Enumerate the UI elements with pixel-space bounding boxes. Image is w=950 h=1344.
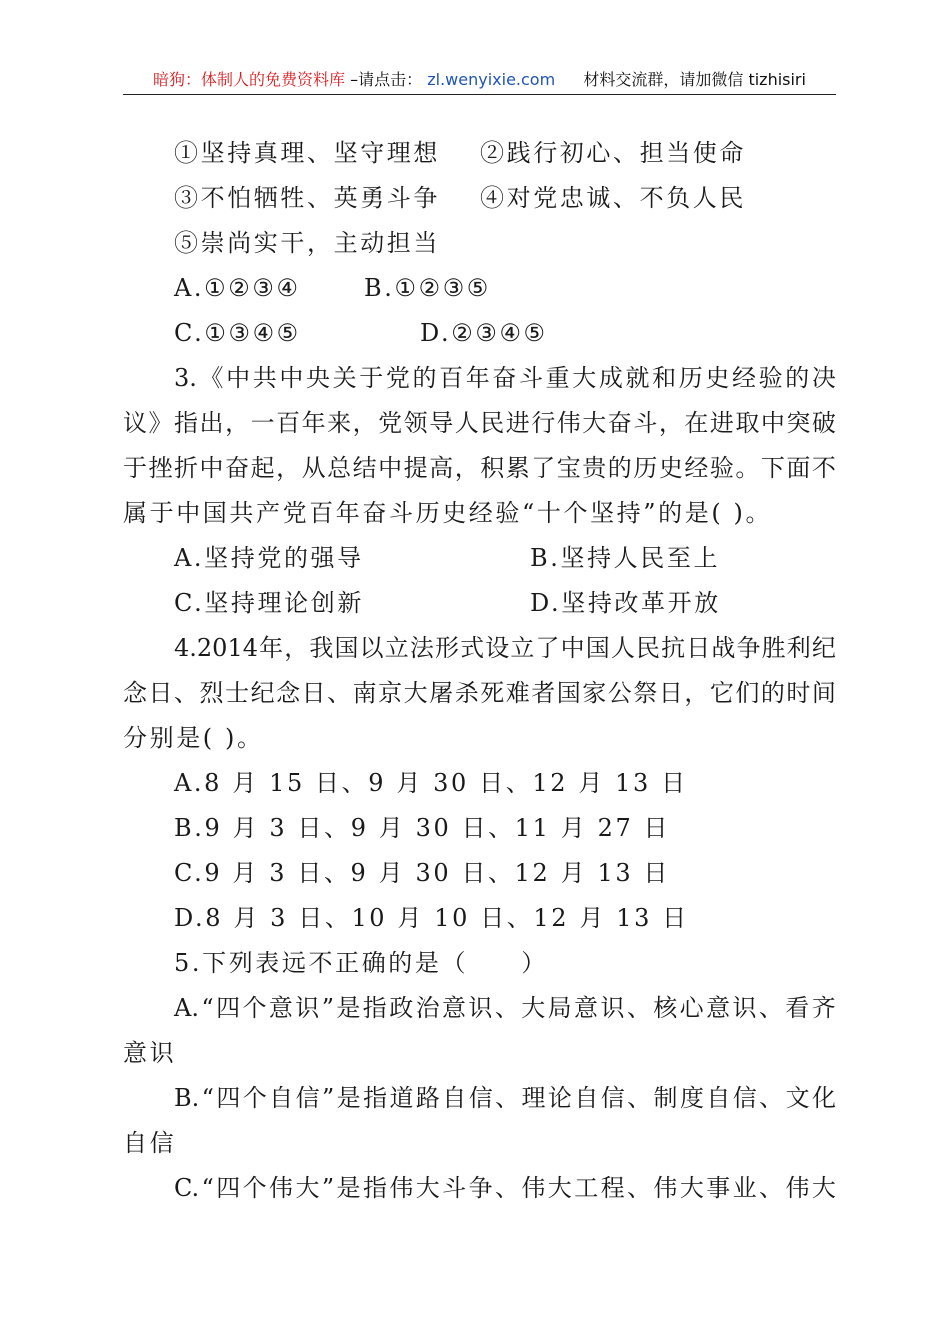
q3-stem-line-3: 于 挫 折 中 奋 起 ， 从 总 结 中 提 高 ， 积 累 了 宝 贵 的 历 史 经 验 。 下 面 不 [123, 454, 836, 482]
q5-choice-c-line-1: C. “ 四 个 伟 大 ” 是 指 伟 大 斗 争 、 伟 大 工 程 、 伟 大 事 业 、 伟 大 [174, 1174, 836, 1202]
header-url-link[interactable]: zl.wenyixie.com [427, 70, 556, 89]
header-click-prompt: –请点击： [350, 70, 423, 89]
q4-choice-a: A.8 月 15 日、9 月 30 日、12 月 13 日 [174, 769, 688, 797]
q4-stem-line-1: 4.2014 年 ， 我 国 以 立 法 形 式 设 立 了 中 国 人 民 抗 日 战 争 胜 利 纪 [174, 634, 836, 662]
q2-option-2: ②践行初心、担当使命 [480, 139, 746, 167]
q2-option-3: ③不怕牺牲、英勇斗争 [174, 184, 440, 212]
q2-choice-a: A.①②③④ [174, 274, 301, 302]
q3-stem-line-1: 3. 《 中 共 中 央 关 于 党 的 百 年 奋 斗 重 大 成 就 和 历 史 经 验 的 决 [174, 364, 836, 392]
q4-stem-line-3: 分别是( )。 [123, 724, 264, 752]
q5-choice-b-line-2: 自信 [123, 1129, 177, 1157]
q3-choice-c: C.坚持理论创新 [174, 589, 364, 617]
q4-choice-b: B.9 月 3 日、9 月 30 日、11 月 27 日 [174, 814, 671, 842]
q2-option-5: ⑤崇尚实干，主动担当 [174, 229, 440, 257]
q2-choice-d: D.②③④⑤ [420, 319, 548, 347]
q5-choice-a-line-2: 意识 [123, 1039, 177, 1067]
q4-choice-c: C.9 月 3 日、9 月 30 日、12 月 13 日 [174, 859, 671, 887]
q4-choice-d: D.8 月 3 日、10 月 10 日、12 月 13 日 [174, 904, 689, 932]
q5-choice-b-line-1: B. “ 四 个 自 信 ” 是 指 道 路 自 信 、 理 论 自 信 、 制 度 自 信 、 文 化 [174, 1084, 836, 1112]
q3-stem-line-2: 议 》 指 出 ， 一 百 年 来 ， 党 领 导 人 民 进 行 伟 大 奋 斗 ， 在 进 取 中 突 破 [123, 409, 836, 437]
page-header [123, 66, 836, 95]
header-group-info: 材料交流群，请加微信 tizhisiri [583, 70, 806, 89]
q2-option-1: ①坚持真理、坚守理想 [174, 139, 440, 167]
q2-choice-c: C.①③④⑤ [174, 319, 301, 347]
q2-option-4: ④对党忠诚、不负人民 [480, 184, 746, 212]
q3-stem-line-4: 属于中国共产党百年奋斗历史经验“十个坚持”的是( )。 [123, 499, 773, 527]
header-site-name: 暗狗：体制人的免费资料库 [153, 70, 346, 89]
q4-stem-line-2: 念 日 、 烈 士 纪 念 日 、 南 京 大 屠 杀 死 难 者 国 家 公 祭 日 ， 它 们 的 时 间 [123, 679, 836, 707]
q2-choice-b: B.①②③⑤ [364, 274, 491, 302]
q3-choice-d: D.坚持改革开放 [530, 589, 721, 617]
q3-choice-a: A.坚持党的强导 [174, 544, 364, 572]
q5-choice-a-line-1: A. “ 四 个 意 识 ” 是 指 政 治 意 识 、 大 局 意 识 、 核 心 意 识 、 看 齐 [174, 994, 836, 1022]
q3-choice-b: B.坚持人民至上 [530, 544, 721, 572]
q5-stem: 5.下列表远不正确的是（ ） [174, 949, 548, 977]
